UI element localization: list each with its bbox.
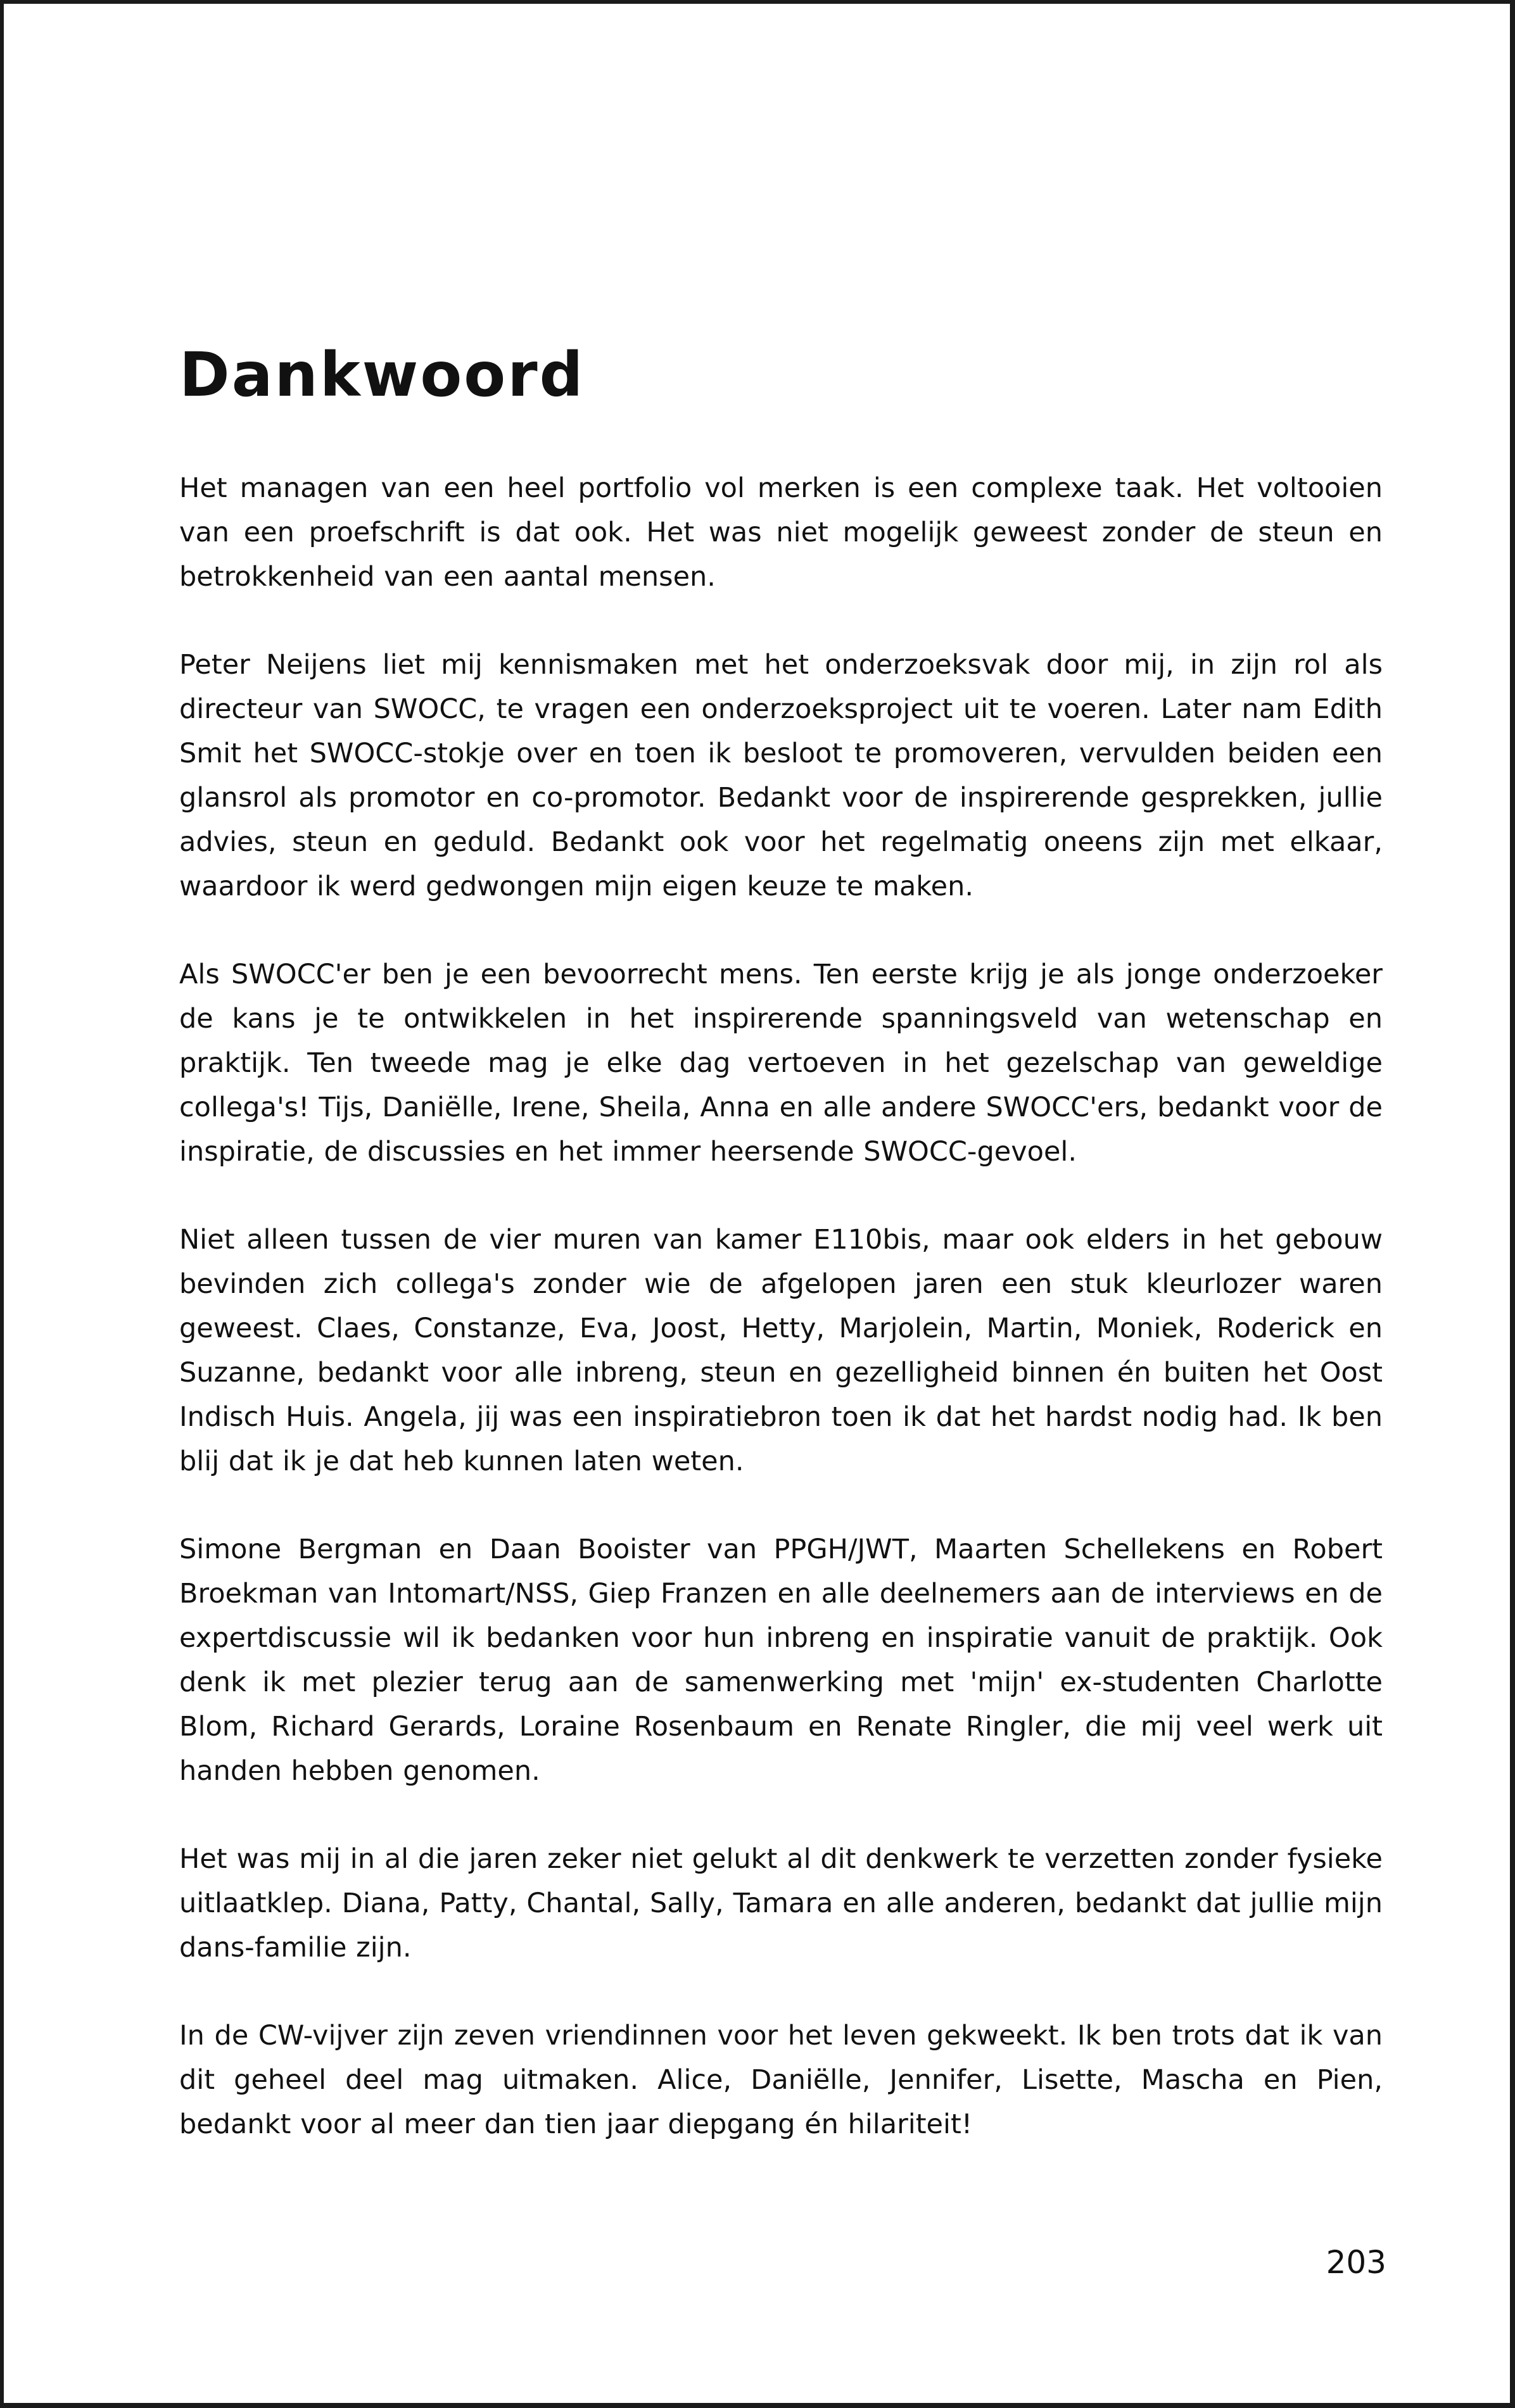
document-body (179, 339, 1383, 2190)
paragraph-promotors: Peter Neijens liet mij kennismaken met het onderzoeksvak door mij, in zijn rol als directeur van SWOCC, te vragen een onderzoeksproject uit te voeren. Later nam Edith Smit het SWOCC-stokje over en toen ik besloot te promoveren, vervulden beiden een glansrol als promotor en co-promotor. Bedankt voor de inspirerende gesprekken, jullie advies, steun en geduld. Bedankt ook voor het regelmatig oneens zijn met elkaar, waardoor ik werd gedwongen mijn eigen keuze te maken. (179, 648, 1383, 902)
paragraph-practice: Simone Bergman en Daan Booister van PPGH/JWT, Maarten Schellekens en Robert Broekman van Intomart/NSS, Giep Franzen en alle deelnemers aan de interviews en de expertdiscussie wil ik bedanken voor hun inbreng en inspiratie vanuit de praktijk. Ook denk ik met plezier terug aan de samenwerking met 'mijn' ex-studenten Charlotte Blom, Richard Gerards, Loraine Rosenbaum en Renate Ringler, die mij veel werk uit handen hebben genomen. (179, 1533, 1383, 1787)
paragraph-friends: In de CW-vijver zijn zeven vriendinnen voor het leven gekweekt. Ik ben trots dat ik van dit geheel deel mag uitmaken. Alice, Daniëlle, Jennifer, Lisette, Mascha en Pien, bedankt voor al meer dan tien jaar diepgang én hilariteit! (179, 2019, 1383, 2140)
paragraph-dance: Het was mij in al die jaren zeker niet gelukt al dit denkwerk te verzetten zonder fysieke uitlaatklep. Diana, Patty, Chantal, Sally, Tamara en alle anderen, bedankt dat jullie mijn dans-familie zijn. (179, 1843, 1383, 1964)
paragraph-intro: Het managen van een heel portfolio vol merken is een complexe taak. Het voltooien van een proefschrift is dat ook. Het was niet mogelijk geweest zonder de steun en betrokkenheid van een aantal mensen. (179, 472, 1383, 593)
paragraph-colleagues: Niet alleen tussen de vier muren van kamer E110bis, maar ook elders in het gebouw bevinden zich collega's zonder wie de afgelopen jaren een stuk kleurlozer waren geweest. Claes, Constanze, Eva, Joost, Hetty, Marjolein, Martin, Moniek, Roderick en Suzanne, bedankt voor alle inbreng, steun en gezelligheid binnen én buiten het Oost Indisch Huis. Angela, jij was een inspiratiebron toen ik dat het hardst nodig had. Ik ben blij dat ik je dat heb kunnen laten weten. (179, 1223, 1383, 1477)
page-number: 203 (1326, 2244, 1386, 2281)
page-title: Dankwoord (179, 339, 585, 410)
paragraph-swocc: Als SWOCC'er ben je een bevoorrecht mens. Ten eerste krijg je als jonge onderzoeker de kans je te ontwikkelen in het inspirerende spanningsveld van wetenschap en praktijk. Ten tweede mag je elke dag vertoeven in het gezelschap van geweldige collega's! Tijs, Daniëlle, Irene, Sheila, Anna en alle andere SWOCC'ers, bedankt voor de inspiratie, de discussies en het immer heersende SWOCC-gevoel. (179, 958, 1383, 1168)
